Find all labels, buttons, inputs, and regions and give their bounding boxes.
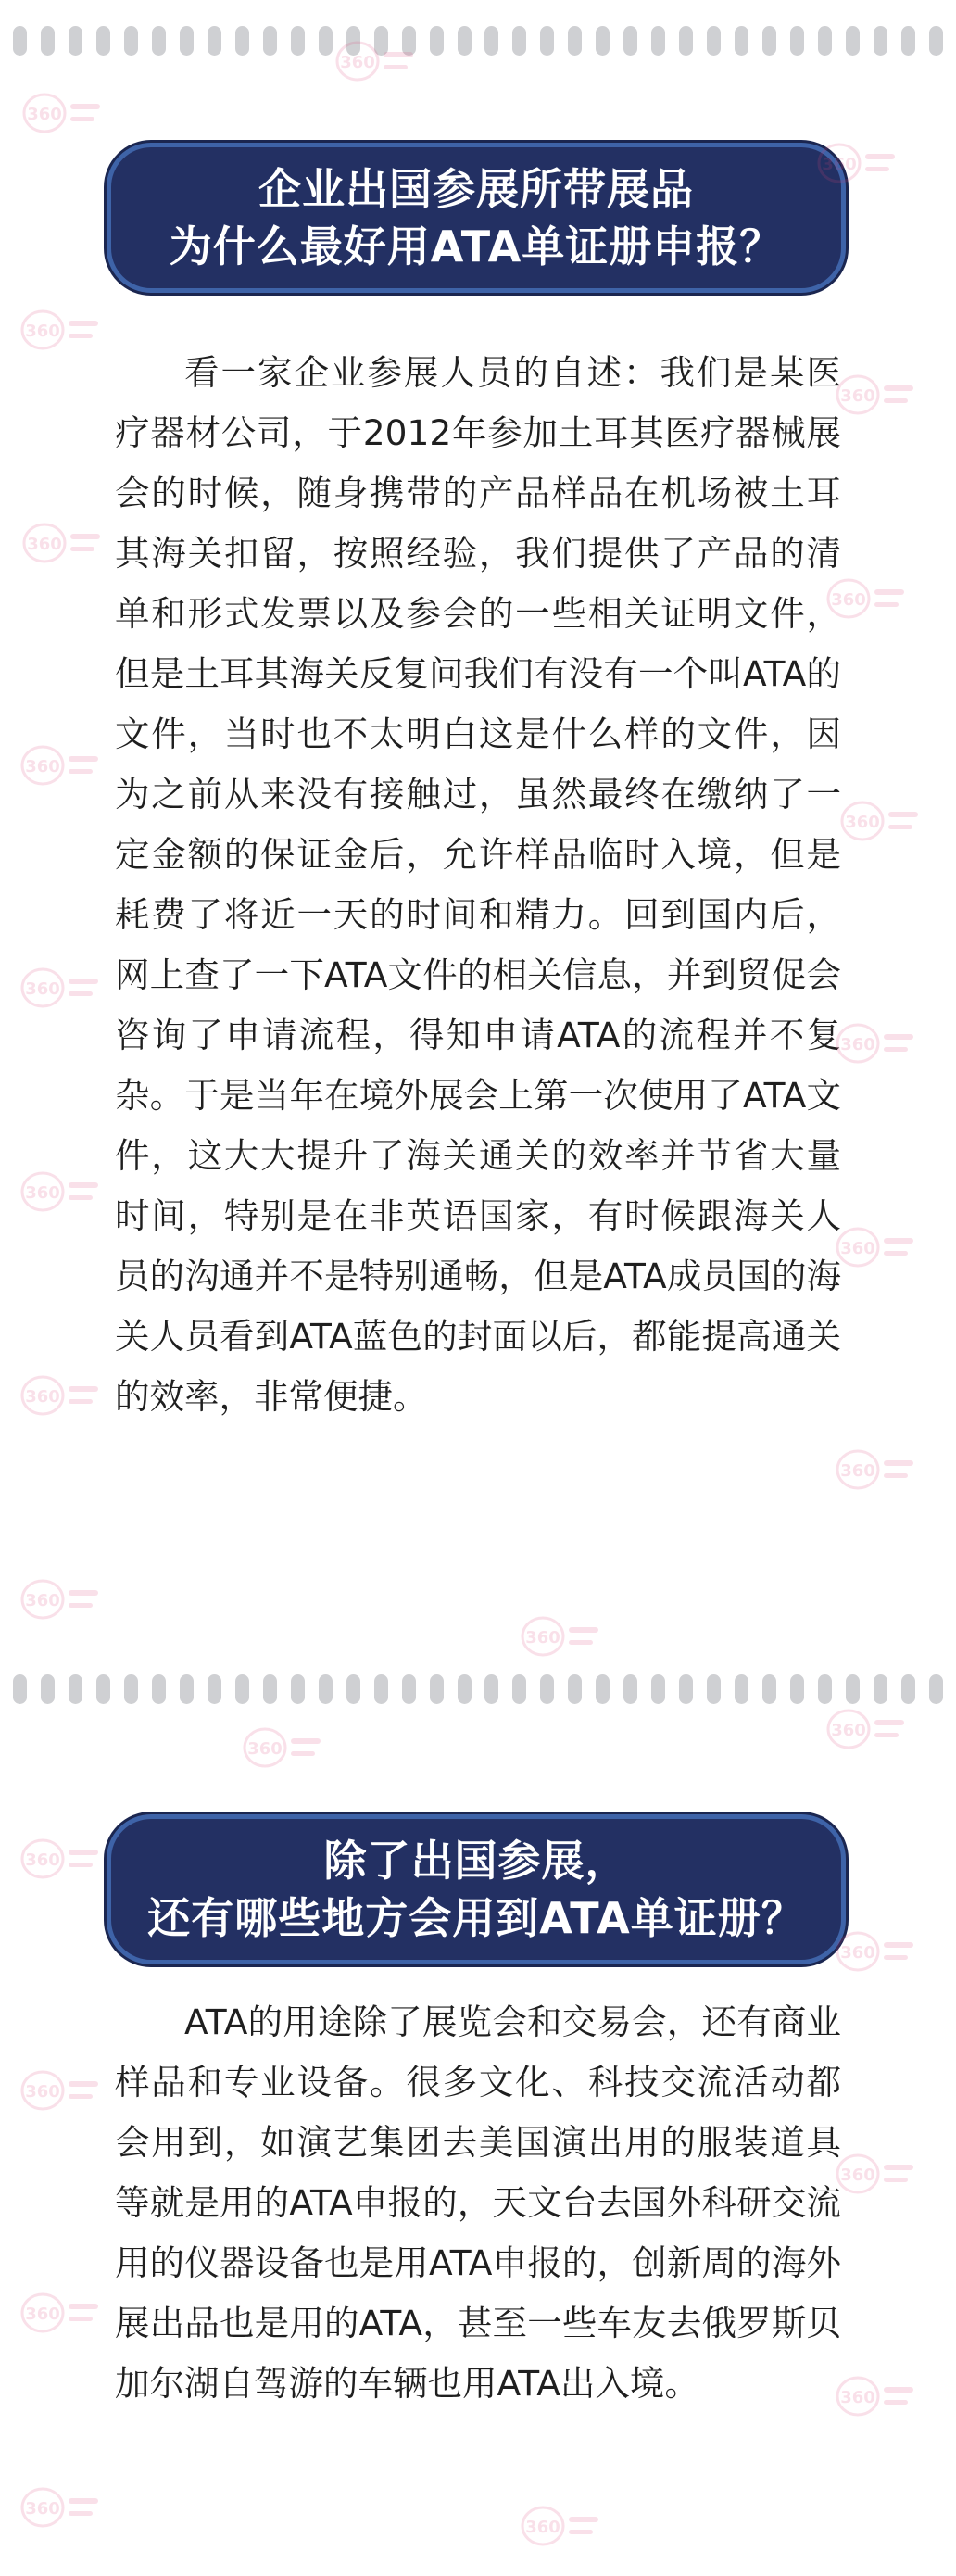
divider-pill xyxy=(41,1674,55,1704)
divider-pill xyxy=(512,26,526,56)
watermark-logo-icon xyxy=(838,797,922,845)
svg-text:360: 360 xyxy=(25,2082,60,2102)
watermark-logo-icon xyxy=(19,1835,102,1883)
svg-text:360: 360 xyxy=(25,757,60,777)
divider-pill xyxy=(346,1674,360,1704)
divider-pill xyxy=(707,1674,721,1704)
divider-pill xyxy=(929,26,943,56)
divider-pill xyxy=(818,26,832,56)
svg-text:360: 360 xyxy=(831,1721,866,1740)
svg-text:360: 360 xyxy=(27,105,62,124)
divider-pill xyxy=(484,1674,498,1704)
svg-text:360: 360 xyxy=(840,1035,875,1054)
svg-text:360: 360 xyxy=(840,386,875,406)
divider-pill xyxy=(568,1674,582,1704)
divider-pill xyxy=(596,26,610,56)
divider-pill xyxy=(152,26,166,56)
divider-pill xyxy=(96,1674,110,1704)
divider-pill xyxy=(458,1674,472,1704)
divider-pill xyxy=(735,26,748,56)
svg-text:360: 360 xyxy=(27,535,62,554)
watermark-logo-icon xyxy=(19,1575,102,1623)
divider-pill xyxy=(651,1674,665,1704)
divider-pill xyxy=(208,1674,221,1704)
divider-pill xyxy=(180,26,194,56)
svg-text:360: 360 xyxy=(840,2166,875,2185)
svg-text:360: 360 xyxy=(247,1739,283,1759)
divider-pill xyxy=(846,26,860,56)
divider-pill xyxy=(208,26,221,56)
divider-pill xyxy=(707,26,721,56)
svg-text:360: 360 xyxy=(831,590,866,610)
watermark-logo-icon xyxy=(834,1446,917,1494)
watermark-logo-icon xyxy=(834,2372,917,2420)
watermark-logo-icon xyxy=(834,371,917,419)
divider-pill xyxy=(402,1674,416,1704)
watermark-logo-icon xyxy=(333,37,417,85)
divider-pill xyxy=(69,26,82,56)
svg-text:360: 360 xyxy=(840,1943,875,1963)
divider-pill xyxy=(235,1674,249,1704)
divider-pill xyxy=(790,1674,804,1704)
section2-title-line2: 还有哪些地方会用到ATA单证册？ xyxy=(147,1893,805,1943)
watermark-logo-icon xyxy=(834,1223,917,1271)
divider-pill xyxy=(651,26,665,56)
divider-pill xyxy=(623,26,637,56)
divider-pill xyxy=(568,26,582,56)
svg-text:360: 360 xyxy=(840,1461,875,1481)
divider-pill xyxy=(623,1674,637,1704)
svg-text:360: 360 xyxy=(525,1628,560,1648)
divider-pill xyxy=(69,1674,82,1704)
svg-text:360: 360 xyxy=(25,1850,60,1870)
divider-pill xyxy=(679,1674,693,1704)
divider-pill xyxy=(901,26,915,56)
section1-title-line1: 企业出国参展所带展品 xyxy=(258,164,694,214)
divider-pill xyxy=(484,26,498,56)
watermark-logo-icon xyxy=(824,575,908,623)
divider-pill xyxy=(291,26,305,56)
watermark-logo-icon xyxy=(815,139,899,187)
divider-pill xyxy=(901,1674,915,1704)
section2-title-line1: 除了出国参展， xyxy=(323,1836,629,1886)
svg-text:360: 360 xyxy=(822,155,857,174)
svg-text:360: 360 xyxy=(840,1239,875,1258)
svg-text:360: 360 xyxy=(25,1591,60,1610)
watermark-logo-icon xyxy=(519,1612,602,1661)
divider-pill xyxy=(540,1674,554,1704)
middle-divider xyxy=(13,1673,943,1705)
divider-pill xyxy=(96,26,110,56)
watermark-logo-icon xyxy=(20,519,104,567)
svg-text:360: 360 xyxy=(25,1183,60,1203)
watermark-logo-icon xyxy=(19,964,102,1012)
watermark-logo-icon xyxy=(19,306,102,354)
section1-paragraph: 看一家企业参展人员的自述：我们是某医疗器材公司，于2012年参加土耳其医疗器械展会的时候，随身携带的产品样品在机场被土耳其海关扣留，按照经验，我们提供了产品的清单和形式发票以及参会的一些相关证明文件，但是土耳其海关反复问我们有没有一个叫ATA的文件，当时也不太明白这是什么样的文件，因为之前从来没有接触过，虽然最终在缴纳了一定金额的保证金后，允许样品临时入境，但是耗费了将近一天的时间和精力。回到国内后，网上查了一下ATA文件的相关信息，并到贸促会咨询了申请流程，得知申请ATA的流程并不复杂。于是当年在境外展会上第一次使用了ATA文件，这大大提升了海关通关的效率并节省大量时间，特别是在非英语国家，有时候跟海关人员的沟通并不是特别通畅，但是ATA成员国的海关人员看到ATA蓝色的封面以后，都能提高通关的效率，非常便捷。 xyxy=(115,352,841,1417)
watermark-logo-icon xyxy=(834,2150,917,2198)
divider-pill xyxy=(874,26,887,56)
divider-pill xyxy=(235,26,249,56)
watermark-logo-icon xyxy=(19,741,102,789)
section2-paragraph: ATA的用途除了展览会和交易会，还有商业样品和专业设备。很多文化、科技交流活动都会用到，如演艺集团去美国演出用的服装道具等就是用的ATA申报的，天文台去国外科研交流用的仪器设备也是用ATA申报的，创新周的海外展出品也是用的ATA，甚至一些车友去俄罗斯贝加尔湖自驾游的车辆也用ATA出入境。 xyxy=(115,2001,841,2404)
divider-pill xyxy=(124,1674,138,1704)
svg-text:360: 360 xyxy=(840,2388,875,2407)
svg-text:360: 360 xyxy=(25,322,60,341)
divider-pill xyxy=(430,26,444,56)
watermark-logo-icon xyxy=(19,1371,102,1420)
divider-pill xyxy=(152,1674,166,1704)
divider-pill xyxy=(818,1674,832,1704)
divider-pill xyxy=(124,26,138,56)
watermark-logo-icon xyxy=(20,89,104,137)
watermark-logo-icon xyxy=(834,1019,917,1067)
svg-text:360: 360 xyxy=(25,1387,60,1407)
section1-title-badge xyxy=(107,143,846,293)
watermark-logo-icon xyxy=(19,2289,102,2337)
divider-pill xyxy=(929,1674,943,1704)
divider-pill xyxy=(596,1674,610,1704)
svg-text:360: 360 xyxy=(25,2499,60,2519)
divider-pill xyxy=(319,26,333,56)
divider-pill xyxy=(762,26,776,56)
svg-text:360: 360 xyxy=(525,2518,560,2537)
svg-text:360: 360 xyxy=(340,53,375,72)
svg-text:360: 360 xyxy=(845,813,880,832)
divider-pill xyxy=(263,1674,277,1704)
watermark-logo-icon xyxy=(241,1724,324,1772)
divider-pill xyxy=(13,1674,27,1704)
divider-pill xyxy=(458,26,472,56)
divider-pill xyxy=(430,1674,444,1704)
divider-pill xyxy=(319,1674,333,1704)
divider-pill xyxy=(874,1674,887,1704)
watermark-logo-icon xyxy=(19,1168,102,1216)
section1-title-line2: 为什么最好用ATA单证册申报？ xyxy=(169,221,784,271)
divider-pill xyxy=(512,1674,526,1704)
divider-pill xyxy=(41,26,55,56)
watermark-logo-icon xyxy=(19,2483,102,2532)
divider-pill xyxy=(846,1674,860,1704)
divider-pill xyxy=(180,1674,194,1704)
divider-pill xyxy=(374,1674,388,1704)
watermark-logo-icon xyxy=(824,1705,908,1753)
divider-pill xyxy=(679,26,693,56)
svg-text:360: 360 xyxy=(25,2305,60,2324)
divider-pill xyxy=(13,26,27,56)
divider-pill xyxy=(790,26,804,56)
top-divider xyxy=(13,25,943,57)
watermark-logo-icon xyxy=(519,2502,602,2550)
divider-pill xyxy=(291,1674,305,1704)
svg-text:360: 360 xyxy=(25,979,60,999)
divider-pill xyxy=(263,26,277,56)
watermark-logo-icon xyxy=(834,1927,917,1976)
divider-pill xyxy=(540,26,554,56)
watermark-logo-icon xyxy=(19,2066,102,2115)
section2-title-badge xyxy=(107,1814,846,1964)
divider-pill xyxy=(762,1674,776,1704)
divider-pill xyxy=(735,1674,748,1704)
